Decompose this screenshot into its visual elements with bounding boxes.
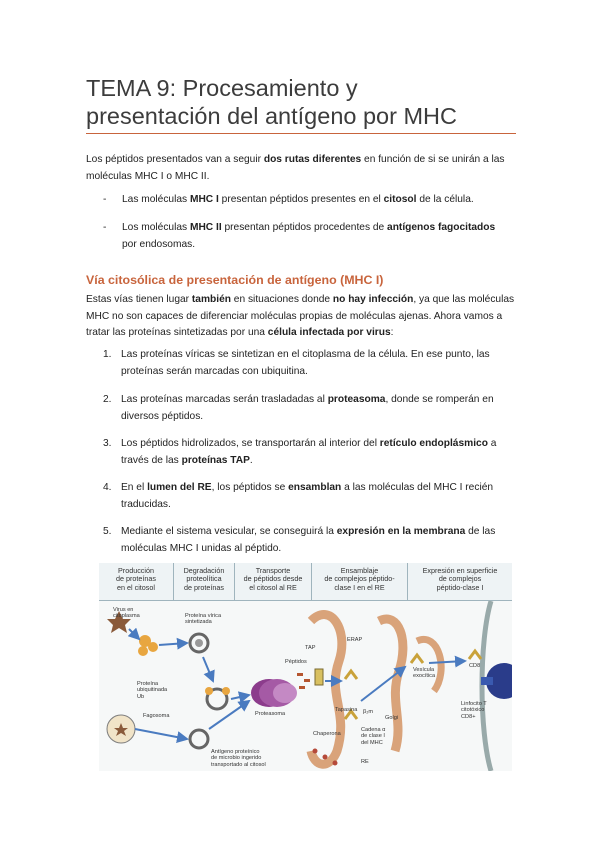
title-underline bbox=[86, 133, 516, 134]
figure-header-expression bbox=[408, 563, 512, 601]
bullet-text: presentan péptidos procedentes de bbox=[221, 222, 388, 233]
para-bold: no hay infección bbox=[332, 294, 414, 305]
label-vesicle: Vesícula exocítica bbox=[413, 667, 436, 680]
step-line-2: proteínas serán marcadas con ubiquitina. bbox=[121, 365, 308, 377]
para-text: tratar las proteínas sintetizadas por una bbox=[86, 327, 268, 338]
section-heading: Vía citosólica de presentación de antígeno (MHC I) bbox=[86, 273, 384, 287]
intro-bold: dos rutas diferentes bbox=[263, 154, 362, 165]
label-ubiquitinated: Proteína ubiquitinada Ub bbox=[137, 681, 168, 700]
label-tap: TAP bbox=[305, 645, 316, 651]
step-text: . bbox=[249, 454, 253, 466]
step-bold: lumen del RE bbox=[147, 482, 212, 493]
intro-text: Los péptidos presentados van a seguir bbox=[86, 154, 264, 165]
step-text: Las proteínas marcadas serán trasladadas al bbox=[121, 394, 328, 405]
label-peptides: Péptidos bbox=[285, 659, 307, 665]
arrow-icon bbox=[159, 643, 187, 645]
arrow-icon bbox=[129, 629, 139, 639]
step-line-2: moléculas MHC I unidas al péptido. bbox=[121, 542, 282, 554]
step-number: 3. bbox=[103, 438, 112, 449]
para-line-2: MHC no son capaces de diferenciar moléculas propias de moléculas ajenas. Ahora vamos a bbox=[86, 310, 503, 322]
ingested-antigen-icon bbox=[190, 730, 208, 748]
label-phagosome: Fagosoma bbox=[143, 713, 170, 719]
bullet-text: Las moléculas bbox=[122, 194, 190, 205]
label-erap: ERAP bbox=[347, 637, 363, 643]
label-b2m: β₂m bbox=[363, 709, 374, 715]
intro-line-1 bbox=[86, 152, 516, 169]
label-chaperone: Chaperona bbox=[313, 731, 341, 737]
bullet-text: Los moléculas bbox=[122, 222, 190, 233]
label-cd8: CD8 bbox=[469, 663, 481, 669]
figure-header-assembly bbox=[312, 563, 407, 601]
step-text: , los péptidos se bbox=[211, 482, 289, 493]
arrow-icon bbox=[429, 661, 465, 663]
header-line: Producción bbox=[118, 566, 154, 575]
arrow-icon bbox=[203, 657, 213, 681]
proteasome-icon bbox=[251, 679, 297, 707]
header-line: el citosol al RE bbox=[249, 582, 297, 592]
section-paragraph bbox=[86, 292, 516, 342]
label-er: RE bbox=[361, 759, 369, 765]
step-bold: proteínas TAP bbox=[181, 454, 250, 466]
header-line: clase I en el RE bbox=[334, 582, 385, 592]
title-line-1: TEMA 9: Procesamiento y bbox=[86, 75, 358, 101]
step-bold: expresión en la membrana bbox=[336, 526, 466, 537]
figure-illustration bbox=[99, 601, 512, 771]
header-line: Transporte bbox=[255, 566, 291, 575]
step-text: En el bbox=[121, 482, 148, 493]
header-line: Ensamblaje bbox=[340, 566, 379, 575]
label-t-cell: Linfocito T citotóxico CD8+ bbox=[461, 701, 487, 720]
step-bold: retículo endoplásmico bbox=[379, 438, 488, 449]
para-text: en situaciones donde bbox=[230, 294, 333, 305]
figure-header-production bbox=[99, 563, 173, 601]
label-viral-protein: Proteína vírica sintetizada bbox=[185, 613, 222, 626]
arrow-icon bbox=[135, 729, 187, 739]
para-bold: también bbox=[191, 294, 231, 305]
intro-line-2: moléculas MHC I o MHC II. bbox=[86, 170, 210, 182]
para-text: Estas vías tienen lugar bbox=[86, 294, 192, 305]
header-line: de proteínas bbox=[116, 574, 156, 584]
para-text: , ya que las moléculas bbox=[413, 294, 515, 305]
arrow-icon bbox=[231, 695, 249, 699]
tap-icon bbox=[315, 669, 323, 685]
header-line: Degradación bbox=[183, 566, 225, 575]
step-line-2: traducidas. bbox=[121, 498, 171, 510]
header-line: Expresión en superficie bbox=[422, 566, 498, 575]
step-text: a bbox=[487, 438, 497, 449]
bullet-text: de la célula. bbox=[416, 194, 474, 205]
step-text: Mediante el sistema vesicular, se conseguirá la bbox=[121, 526, 337, 537]
header-line: proteolítica bbox=[186, 574, 222, 584]
step-text: través de las bbox=[121, 454, 182, 466]
figure-header-transport bbox=[235, 563, 311, 601]
er-membrane bbox=[311, 615, 342, 765]
step-number: 4. bbox=[103, 482, 112, 493]
bullet-bold: antígenos fagocitados bbox=[387, 222, 496, 233]
antigen-presentation-figure bbox=[99, 563, 512, 771]
label-ingested-antigen: Antígeno proteínico de microbio ingerido transportado al citosol bbox=[211, 749, 266, 768]
label-proteasome: Proteasoma bbox=[255, 711, 286, 717]
bullet-dash: - bbox=[103, 222, 107, 233]
vesicle-membrane bbox=[417, 639, 441, 691]
para-text: : bbox=[390, 327, 394, 338]
step-text: a las moléculas del MHC I recién bbox=[341, 482, 494, 493]
step-text: de las bbox=[465, 526, 496, 537]
step-line-2: diversos péptidos. bbox=[121, 410, 204, 422]
header-line: de péptidos desde bbox=[243, 574, 303, 584]
step-line-1: Las proteínas víricas se sintetizan en el citoplasma de la célula. En ese punto, las bbox=[121, 349, 490, 360]
step-number: 1. bbox=[103, 349, 112, 360]
page-title bbox=[86, 74, 526, 130]
intro-paragraph bbox=[86, 152, 516, 185]
title-line-2: presentación del antígeno por MHC bbox=[86, 103, 457, 129]
bullet-line-2: por endosomas. bbox=[122, 238, 196, 250]
header-line: de complejos péptido- bbox=[324, 574, 395, 584]
label-alpha-chain: Cadena α de clase I del MHC bbox=[361, 727, 386, 746]
step-bold: ensamblan bbox=[288, 482, 342, 493]
cd8-icon bbox=[481, 677, 493, 685]
para-bold: célula infectada por virus bbox=[267, 327, 391, 338]
bullet-bold: citosol bbox=[383, 194, 417, 205]
step-number: 2. bbox=[103, 394, 112, 405]
bullet-bold: MHC II bbox=[189, 222, 222, 233]
step-text: Los péptidos hidrolizados, se transportarán al interior del bbox=[121, 438, 380, 449]
header-line: de complejos bbox=[438, 574, 482, 584]
arrow-icon bbox=[209, 701, 249, 729]
bullet-text: presentan péptidos presentes en el bbox=[218, 194, 384, 205]
label-golgi: Golgi bbox=[385, 715, 399, 721]
header-line: péptido-clase I bbox=[436, 582, 484, 592]
step-text: , donde se romperán en bbox=[385, 394, 494, 405]
figure-header-degradation bbox=[174, 563, 234, 601]
label-virus: Virus en citoplasma bbox=[113, 607, 140, 620]
bullet-dash: - bbox=[103, 194, 107, 205]
header-line: de proteínas bbox=[184, 582, 224, 592]
step-number: 5. bbox=[103, 526, 112, 537]
peptide-icon bbox=[297, 673, 310, 689]
intro-text: en función de si se unirán a las bbox=[361, 154, 505, 165]
label-tapasin: Tapasina bbox=[335, 707, 358, 713]
header-line: en el citosol bbox=[117, 582, 155, 592]
bullet-bold: MHC I bbox=[189, 194, 219, 205]
step-bold: proteasoma bbox=[327, 394, 386, 405]
